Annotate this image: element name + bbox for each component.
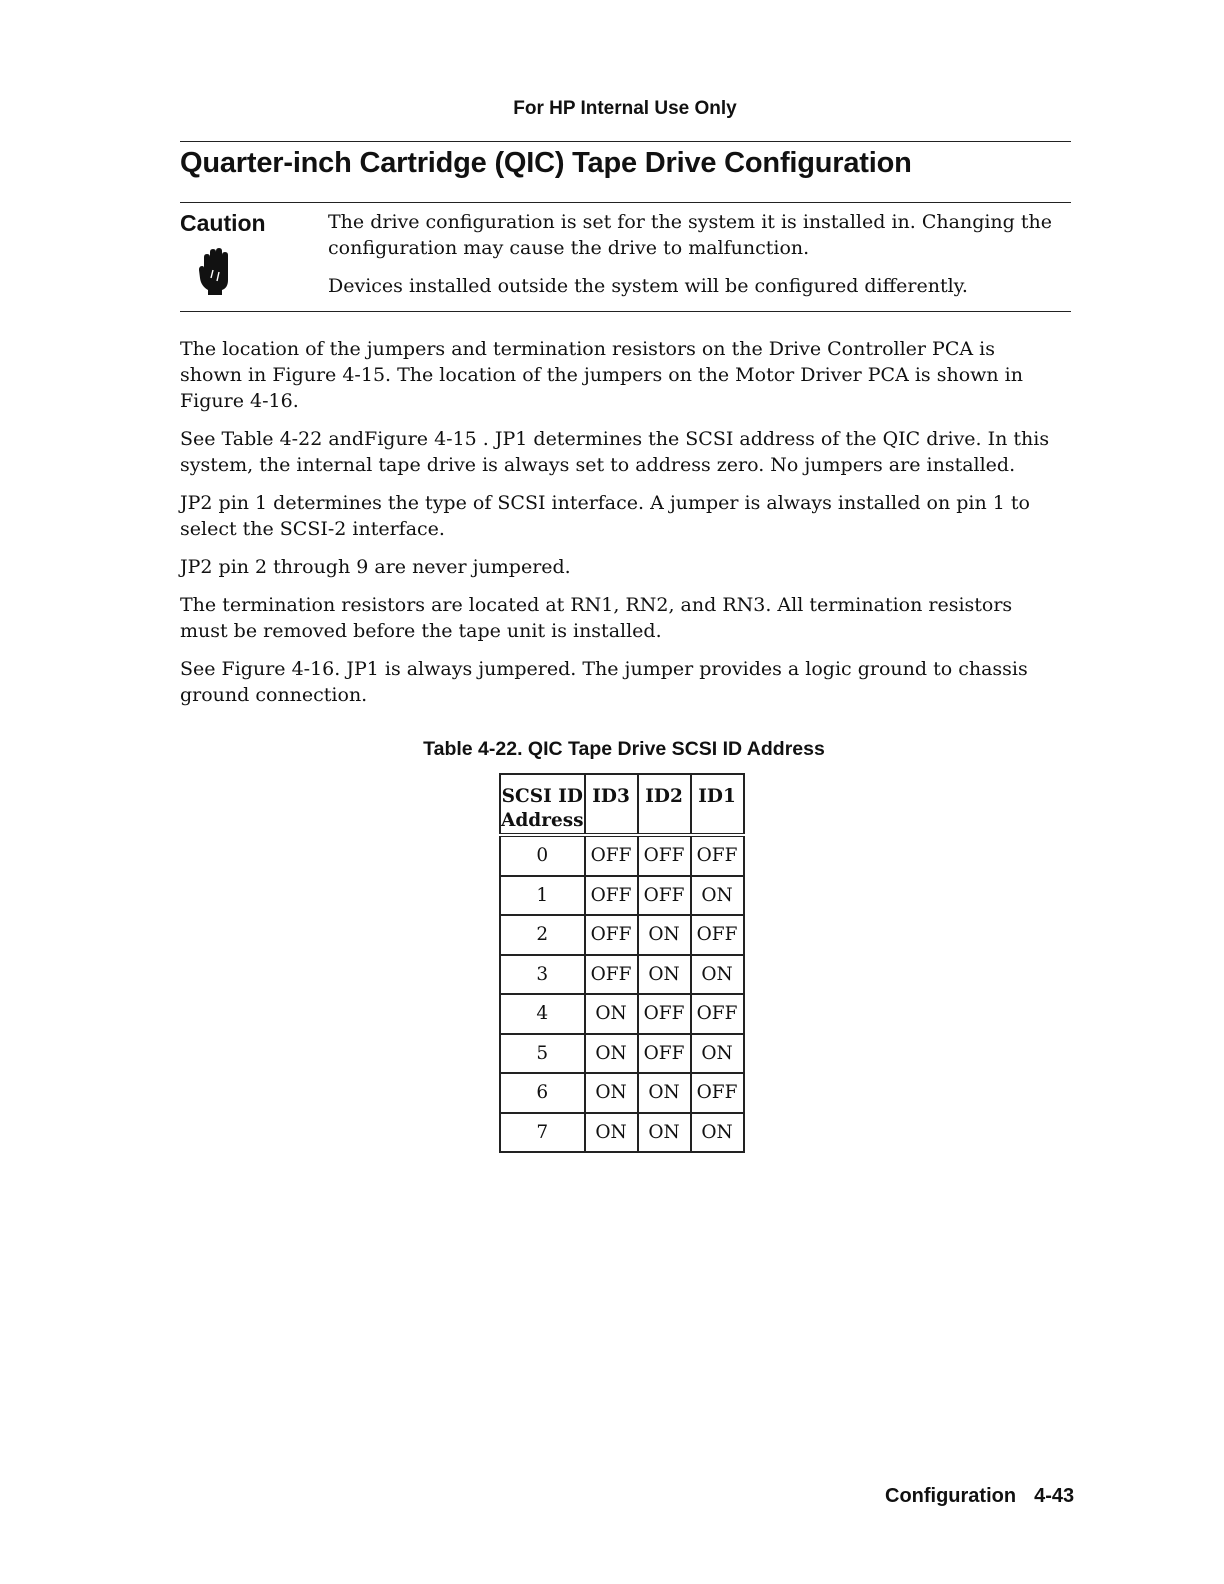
table-cell: ON — [585, 994, 638, 1034]
table-cell: ON — [691, 876, 744, 916]
body-paragraph: The termination resistors are located at RN1, RN2, and RN3. All termination resistors must be removed before the tape unit is installed. — [180, 594, 1013, 642]
table-cell: OFF — [585, 876, 638, 916]
body-paragraph: The location of the jumpers and termination resistors on the Drive Controller PCA is shown in Figure 4-15. The location of the jumpers on the Motor Driver PCA is shown in Figure 4-16. — [180, 338, 1023, 412]
caution-text — [328, 209, 1068, 311]
caution-bottom-rule — [180, 311, 1071, 312]
body-text — [180, 336, 1060, 720]
table-cell: ON — [638, 915, 691, 955]
table-cell: ON — [691, 1034, 744, 1074]
table-cell: 4 — [500, 994, 585, 1034]
table-row — [500, 915, 744, 955]
table-cell: 3 — [500, 955, 585, 995]
table-caption: Table 4-22. QIC Tape Drive SCSI ID Address — [423, 738, 825, 760]
table-cell: OFF — [638, 994, 691, 1034]
table-cell: OFF — [691, 1073, 744, 1113]
table-row — [500, 955, 744, 995]
caution-paragraph: Devices installed outside the system will be configured differently. — [328, 275, 968, 297]
table-cell: 2 — [500, 915, 585, 955]
footer-section: Configuration — [885, 1485, 1017, 1507]
header-id1: ID1 — [691, 774, 744, 835]
scsi-id-table — [499, 773, 745, 1153]
section-title: Quarter-inch Cartridge (QIC) Tape Drive Configuration — [180, 147, 912, 179]
table-cell: ON — [585, 1113, 638, 1153]
table-cell: OFF — [691, 994, 744, 1034]
table-cell: OFF — [638, 835, 691, 876]
header-id3: ID3 — [585, 774, 638, 835]
table-cell: 6 — [500, 1073, 585, 1113]
table-cell: OFF — [638, 876, 691, 916]
body-paragraph: JP2 pin 2 through 9 are never jumpered. — [180, 556, 571, 578]
table-cell: ON — [691, 1113, 744, 1153]
header-id2: ID2 — [638, 774, 691, 835]
caution-top-rule — [180, 202, 1071, 203]
table-cell: ON — [585, 1034, 638, 1074]
table-cell: ON — [585, 1073, 638, 1113]
table-cell: OFF — [638, 1034, 691, 1074]
table-row — [500, 994, 744, 1034]
hand-stop-icon — [198, 248, 232, 298]
table-cell: OFF — [691, 915, 744, 955]
table-cell: OFF — [585, 835, 638, 876]
body-paragraph: See Table 4-22 andFigure 4-15 . JP1 determines the SCSI address of the QIC drive. In this system, the internal tape drive is always set to address zero. No jumpers are installed. — [180, 428, 1050, 476]
table-cell: ON — [638, 1073, 691, 1113]
header-note: For HP Internal Use Only — [513, 98, 737, 119]
header-scsi-id-address: SCSI ID Address — [500, 774, 585, 835]
table-cell: OFF — [691, 835, 744, 876]
table-cell: ON — [638, 955, 691, 995]
table-cell: ON — [638, 1113, 691, 1153]
body-paragraph: See Figure 4-16. JP1 is always jumpered. The jumper provides a logic ground to chassis ground connection. — [180, 658, 1028, 706]
table-row — [500, 1073, 744, 1113]
table-cell: ON — [691, 955, 744, 995]
table-cell: 5 — [500, 1034, 585, 1074]
table-row — [500, 835, 744, 876]
title-top-rule — [180, 141, 1071, 142]
caution-paragraph: The drive configuration is set for the system it is installed in. Changing the configuration may cause the drive to malfunction. — [328, 211, 1052, 259]
table-cell: OFF — [585, 955, 638, 995]
caution-label: Caution — [180, 210, 266, 236]
body-paragraph: JP2 pin 1 determines the type of SCSI interface. A jumper is always installed on pin 1 to select the SCSI-2 interface. — [180, 492, 1030, 540]
table-header-row — [500, 774, 744, 835]
table-cell: 1 — [500, 876, 585, 916]
footer-page-number: 4-43 — [1034, 1485, 1075, 1507]
table-cell: 0 — [500, 835, 585, 876]
table-row — [500, 876, 744, 916]
table-cell: 7 — [500, 1113, 585, 1153]
page-footer — [885, 1485, 1074, 1508]
table-row — [500, 1113, 744, 1153]
table-row — [500, 1034, 744, 1074]
table-cell: OFF — [585, 915, 638, 955]
